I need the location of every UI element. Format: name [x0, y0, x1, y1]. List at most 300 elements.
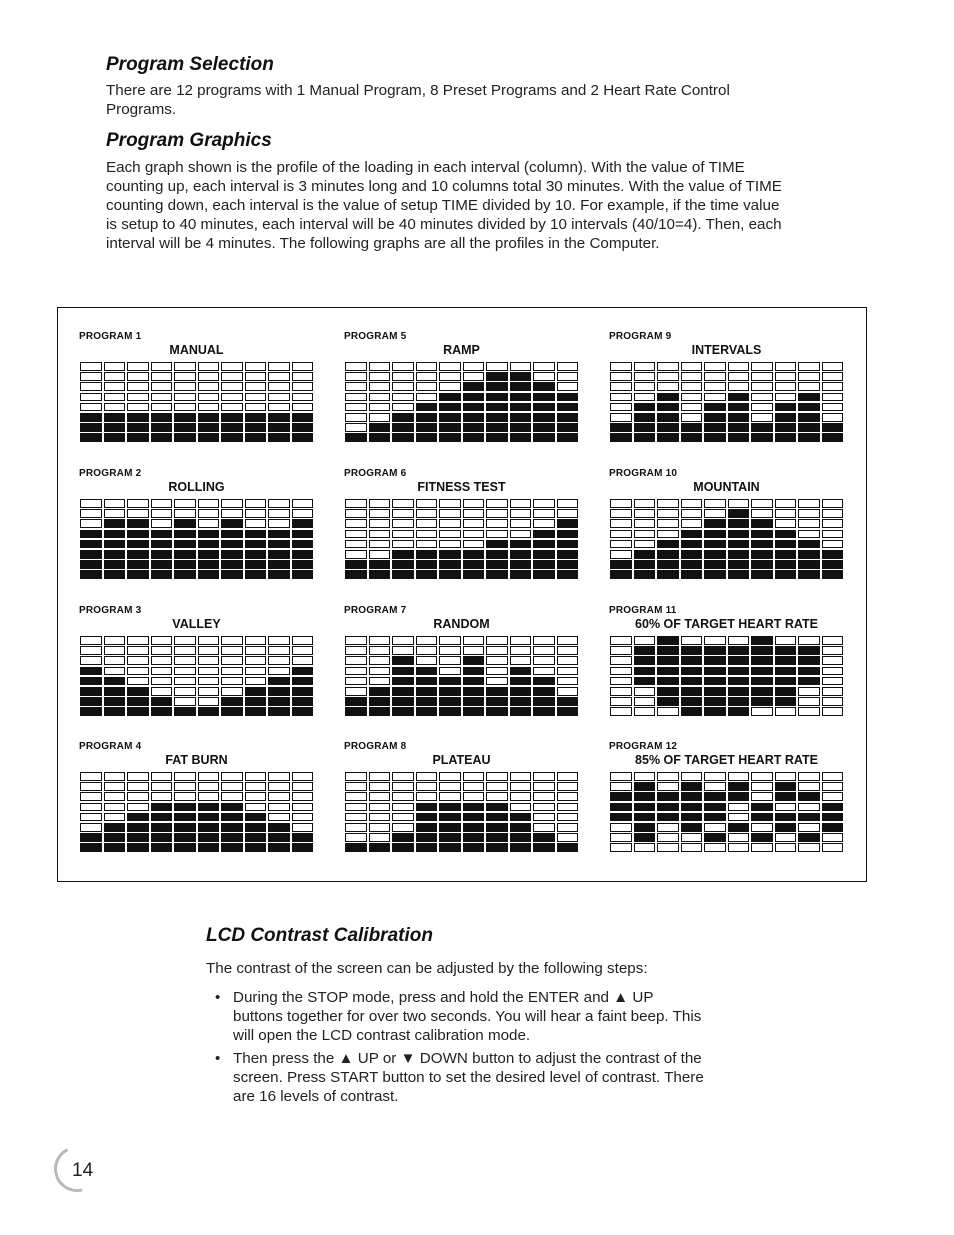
profile-cell	[245, 697, 267, 706]
profile-cell	[681, 792, 703, 801]
profile-cell	[704, 823, 726, 832]
profile-cell	[245, 433, 267, 442]
profile-cell	[681, 823, 703, 832]
profile-cell	[775, 570, 797, 579]
profile-cell	[822, 560, 844, 569]
profile-cell	[798, 499, 820, 508]
profile-cell	[486, 560, 508, 569]
profile-cell	[533, 667, 555, 676]
profile-cell	[533, 499, 555, 508]
profile-cell	[822, 687, 844, 696]
profile-cell	[416, 372, 438, 381]
profile-cell	[80, 772, 102, 781]
profile-cell	[392, 530, 414, 539]
profile-cell	[486, 362, 508, 371]
profile-cell	[463, 843, 485, 852]
profile-cell	[151, 550, 173, 559]
profile-cell	[245, 823, 267, 832]
profile-cell	[610, 550, 632, 559]
profile-cell	[704, 433, 726, 442]
profile-cell	[439, 677, 461, 686]
profile-cell	[174, 362, 196, 371]
profile-cell	[104, 509, 126, 518]
profile-cell	[822, 667, 844, 676]
profile-cell	[104, 833, 126, 842]
profile-cell	[657, 823, 679, 832]
profile-cell	[704, 636, 726, 645]
profile-cell	[657, 697, 679, 706]
profile-cell	[151, 677, 173, 686]
profile-cell	[634, 697, 656, 706]
profile-cell	[369, 782, 391, 791]
program-profile-grid	[609, 636, 844, 718]
program-label: PROGRAM 1	[79, 331, 142, 342]
profile-cell	[127, 372, 149, 381]
profile-cell	[439, 782, 461, 791]
profile-cell	[268, 413, 290, 422]
profile-cell	[369, 362, 391, 371]
profile-cell	[704, 792, 726, 801]
profile-cell	[198, 372, 220, 381]
profile-cell	[268, 843, 290, 852]
program-graphs-panel	[57, 307, 867, 882]
profile-cell	[751, 697, 773, 706]
profile-cell	[798, 646, 820, 655]
profile-cell	[104, 656, 126, 665]
profile-cell	[245, 707, 267, 716]
profile-cell	[728, 413, 750, 422]
profile-cell	[486, 772, 508, 781]
profile-cell	[533, 403, 555, 412]
profile-cell	[486, 646, 508, 655]
profile-cell	[80, 782, 102, 791]
profile-cell	[80, 636, 102, 645]
profile-cell	[439, 697, 461, 706]
profile-cell	[245, 560, 267, 569]
profile-cell	[198, 656, 220, 665]
profile-cell	[681, 813, 703, 822]
profile-cell	[704, 697, 726, 706]
profile-cell	[151, 646, 173, 655]
program-profile-grid	[79, 362, 314, 444]
profile-cell	[681, 677, 703, 686]
profile-cell	[416, 413, 438, 422]
profile-cell	[822, 540, 844, 549]
profile-cell	[174, 530, 196, 539]
profile-cell	[268, 372, 290, 381]
profile-cell	[80, 813, 102, 822]
profile-cell	[345, 772, 367, 781]
profile-cell	[634, 560, 656, 569]
profile-cell	[151, 803, 173, 812]
profile-cell	[369, 423, 391, 432]
profile-cell	[634, 372, 656, 381]
profile-cell	[221, 382, 243, 391]
profile-cell	[681, 423, 703, 432]
profile-cell	[127, 667, 149, 676]
profile-cell	[486, 540, 508, 549]
profile-cell	[751, 833, 773, 842]
profile-cell	[486, 636, 508, 645]
profile-cell	[775, 499, 797, 508]
profile-cell	[657, 413, 679, 422]
profile-cell	[681, 636, 703, 645]
page-number: 14	[72, 1160, 94, 1181]
profile-cell	[345, 570, 367, 579]
profile-cell	[292, 823, 314, 832]
profile-cell	[610, 403, 632, 412]
profile-cell	[221, 707, 243, 716]
profile-cell	[486, 403, 508, 412]
profile-cell	[80, 519, 102, 528]
profile-cell	[174, 550, 196, 559]
profile-cell	[751, 393, 773, 402]
profile-cell	[822, 823, 844, 832]
profile-cell	[681, 433, 703, 442]
profile-cell	[775, 707, 797, 716]
profile-cell	[634, 519, 656, 528]
profile-cell	[533, 570, 555, 579]
profile-cell	[174, 843, 196, 852]
profile-cell	[198, 550, 220, 559]
profile-cell	[463, 382, 485, 391]
profile-cell	[392, 646, 414, 655]
profile-cell	[198, 433, 220, 442]
bullet-marker: •	[215, 1050, 221, 1067]
profile-cell	[221, 823, 243, 832]
profile-cell	[775, 509, 797, 518]
profile-cell	[463, 833, 485, 842]
profile-cell	[221, 792, 243, 801]
profile-cell	[127, 540, 149, 549]
profile-cell	[392, 509, 414, 518]
profile-cell	[439, 550, 461, 559]
profile-cell	[751, 413, 773, 422]
profile-cell	[728, 570, 750, 579]
profile-cell	[822, 813, 844, 822]
program-profile-grid	[344, 362, 579, 444]
profile-cell	[822, 403, 844, 412]
profile-cell	[345, 423, 367, 432]
profile-cell	[392, 656, 414, 665]
profile-cell	[369, 792, 391, 801]
profile-cell	[174, 423, 196, 432]
profile-cell	[681, 509, 703, 518]
program-profile-grid	[609, 499, 844, 581]
profile-cell	[751, 570, 773, 579]
profile-cell	[510, 646, 532, 655]
profile-cell	[292, 636, 314, 645]
profile-cell	[463, 530, 485, 539]
profile-cell	[533, 519, 555, 528]
profile-cell	[268, 707, 290, 716]
profile-cell	[681, 362, 703, 371]
profile-cell	[728, 499, 750, 508]
profile-cell	[392, 372, 414, 381]
profile-cell	[127, 833, 149, 842]
profile-cell	[221, 772, 243, 781]
program-profile-grid	[344, 636, 579, 718]
profile-cell	[681, 372, 703, 381]
profile-cell	[127, 403, 149, 412]
profile-cell	[657, 403, 679, 412]
profile-cell	[463, 707, 485, 716]
profile-cell	[751, 509, 773, 518]
step-text: Then press the ▲ UP or ▼ DOWN button to adjust the contrast of the screen. Press START button to set the desired level of contrast. There are 16 levels of contrast.	[233, 1050, 704, 1105]
profile-cell	[416, 499, 438, 508]
profile-cell	[822, 530, 844, 539]
profile-cell	[728, 667, 750, 676]
profile-cell	[634, 382, 656, 391]
profile-cell	[268, 509, 290, 518]
profile-cell	[268, 772, 290, 781]
profile-cell	[416, 540, 438, 549]
profile-cell	[198, 530, 220, 539]
profile-cell	[533, 646, 555, 655]
profile-cell	[557, 499, 579, 508]
profile-cell	[557, 813, 579, 822]
profile-cell	[439, 636, 461, 645]
profile-cell	[822, 570, 844, 579]
profile-cell	[657, 509, 679, 518]
profile-cell	[104, 697, 126, 706]
profile-cell	[198, 382, 220, 391]
profile-cell	[557, 519, 579, 528]
profile-cell	[751, 372, 773, 381]
profile-cell	[80, 697, 102, 706]
profile-cell	[634, 403, 656, 412]
profile-cell	[151, 636, 173, 645]
program-title: 60% OF TARGET HEART RATE	[635, 617, 818, 631]
profile-cell	[174, 372, 196, 381]
profile-cell	[681, 530, 703, 539]
profile-cell	[463, 403, 485, 412]
profile-cell	[775, 550, 797, 559]
profile-cell	[798, 833, 820, 842]
profile-cell	[775, 687, 797, 696]
profile-cell	[416, 636, 438, 645]
profile-cell	[174, 803, 196, 812]
profile-cell	[245, 499, 267, 508]
profile-cell	[463, 772, 485, 781]
step-text: During the STOP mode, press and hold the ENTER and ▲ UP buttons together for over two seconds. You will hear a faint beep. This will open the LCD contrast calibration mode.	[233, 989, 702, 1044]
profile-cell	[174, 656, 196, 665]
profile-cell	[610, 636, 632, 645]
profile-cell	[822, 519, 844, 528]
profile-cell	[751, 792, 773, 801]
profile-cell	[127, 423, 149, 432]
profile-cell	[822, 499, 844, 508]
profile-cell	[80, 707, 102, 716]
profile-cell	[798, 843, 820, 852]
profile-cell	[345, 550, 367, 559]
profile-cell	[798, 403, 820, 412]
profile-cell	[751, 813, 773, 822]
lcd-contrast-intro: The contrast of the screen can be adjusted by the following steps:	[206, 960, 648, 977]
profile-cell	[416, 423, 438, 432]
profile-cell	[221, 646, 243, 655]
profile-cell	[486, 372, 508, 381]
profile-cell	[80, 667, 102, 676]
profile-cell	[657, 519, 679, 528]
profile-cell	[104, 843, 126, 852]
profile-cell	[174, 636, 196, 645]
profile-cell	[681, 540, 703, 549]
profile-cell	[151, 540, 173, 549]
profile-cell	[681, 570, 703, 579]
profile-cell	[775, 803, 797, 812]
profile-cell	[416, 772, 438, 781]
profile-cell	[634, 393, 656, 402]
profile-cell	[369, 813, 391, 822]
profile-cell	[728, 646, 750, 655]
profile-cell	[292, 433, 314, 442]
profile-cell	[486, 667, 508, 676]
profile-cell	[104, 372, 126, 381]
profile-cell	[486, 413, 508, 422]
profile-cell	[486, 677, 508, 686]
profile-cell	[198, 823, 220, 832]
profile-cell	[151, 823, 173, 832]
profile-cell	[104, 433, 126, 442]
profile-cell	[245, 509, 267, 518]
profile-cell	[533, 782, 555, 791]
profile-cell	[463, 656, 485, 665]
profile-cell	[634, 833, 656, 842]
profile-cell	[369, 677, 391, 686]
profile-cell	[416, 433, 438, 442]
profile-cell	[533, 433, 555, 442]
profile-cell	[775, 530, 797, 539]
profile-cell	[245, 413, 267, 422]
profile-cell	[104, 519, 126, 528]
profile-cell	[392, 782, 414, 791]
profile-cell	[369, 372, 391, 381]
program-profile-grid	[609, 772, 844, 854]
profile-cell	[245, 530, 267, 539]
profile-cell	[728, 433, 750, 442]
program-profile-grid	[79, 772, 314, 854]
profile-cell	[221, 803, 243, 812]
profile-cell	[510, 843, 532, 852]
profile-cell	[292, 697, 314, 706]
profile-cell	[80, 382, 102, 391]
profile-cell	[533, 687, 555, 696]
profile-cell	[151, 530, 173, 539]
profile-cell	[80, 433, 102, 442]
profile-cell	[751, 382, 773, 391]
profile-cell	[151, 423, 173, 432]
profile-cell	[657, 362, 679, 371]
profile-cell	[704, 656, 726, 665]
profile-cell	[728, 560, 750, 569]
profile-cell	[292, 782, 314, 791]
profile-cell	[104, 423, 126, 432]
profile-cell	[822, 372, 844, 381]
profile-cell	[533, 382, 555, 391]
profile-cell	[245, 362, 267, 371]
profile-cell	[245, 687, 267, 696]
profile-cell	[174, 667, 196, 676]
profile-cell	[463, 677, 485, 686]
profile-cell	[127, 433, 149, 442]
profile-cell	[751, 782, 773, 791]
profile-cell	[80, 499, 102, 508]
profile-cell	[198, 833, 220, 842]
profile-cell	[681, 707, 703, 716]
profile-cell	[292, 843, 314, 852]
profile-cell	[151, 403, 173, 412]
profile-cell	[416, 530, 438, 539]
profile-cell	[798, 697, 820, 706]
profile-cell	[822, 550, 844, 559]
profile-cell	[292, 393, 314, 402]
profile-cell	[416, 782, 438, 791]
profile-cell	[704, 803, 726, 812]
profile-cell	[610, 530, 632, 539]
profile-cell	[198, 813, 220, 822]
profile-cell	[174, 833, 196, 842]
profile-cell	[533, 362, 555, 371]
profile-cell	[798, 677, 820, 686]
profile-cell	[798, 636, 820, 645]
profile-cell	[439, 530, 461, 539]
profile-cell	[610, 560, 632, 569]
profile-cell	[822, 833, 844, 842]
program-profile-grid	[344, 772, 579, 854]
profile-cell	[533, 530, 555, 539]
profile-cell	[392, 792, 414, 801]
program-title: RANDOM	[433, 617, 490, 631]
profile-cell	[557, 772, 579, 781]
profile-cell	[439, 646, 461, 655]
profile-cell	[392, 813, 414, 822]
profile-cell	[151, 382, 173, 391]
profile-cell	[798, 509, 820, 518]
profile-cell	[245, 403, 267, 412]
profile-cell	[80, 656, 102, 665]
profile-cell	[439, 813, 461, 822]
profile-cell	[439, 540, 461, 549]
profile-cell	[751, 519, 773, 528]
profile-cell	[510, 382, 532, 391]
profile-cell	[822, 782, 844, 791]
profile-cell	[728, 813, 750, 822]
profile-cell	[369, 382, 391, 391]
profile-cell	[345, 413, 367, 422]
profile-cell	[463, 792, 485, 801]
program-label: PROGRAM 12	[609, 741, 678, 752]
profile-cell	[151, 499, 173, 508]
profile-cell	[751, 656, 773, 665]
profile-cell	[392, 403, 414, 412]
profile-cell	[728, 843, 750, 852]
profile-cell	[345, 656, 367, 665]
program-label: PROGRAM 8	[344, 741, 407, 752]
profile-cell	[704, 813, 726, 822]
profile-cell	[728, 423, 750, 432]
profile-cell	[198, 499, 220, 508]
profile-cell	[775, 772, 797, 781]
profile-cell	[822, 677, 844, 686]
profile-cell	[369, 772, 391, 781]
profile-cell	[127, 393, 149, 402]
program-label: PROGRAM 9	[609, 331, 672, 342]
profile-cell	[704, 530, 726, 539]
profile-cell	[533, 540, 555, 549]
profile-cell	[369, 550, 391, 559]
profile-cell	[751, 707, 773, 716]
